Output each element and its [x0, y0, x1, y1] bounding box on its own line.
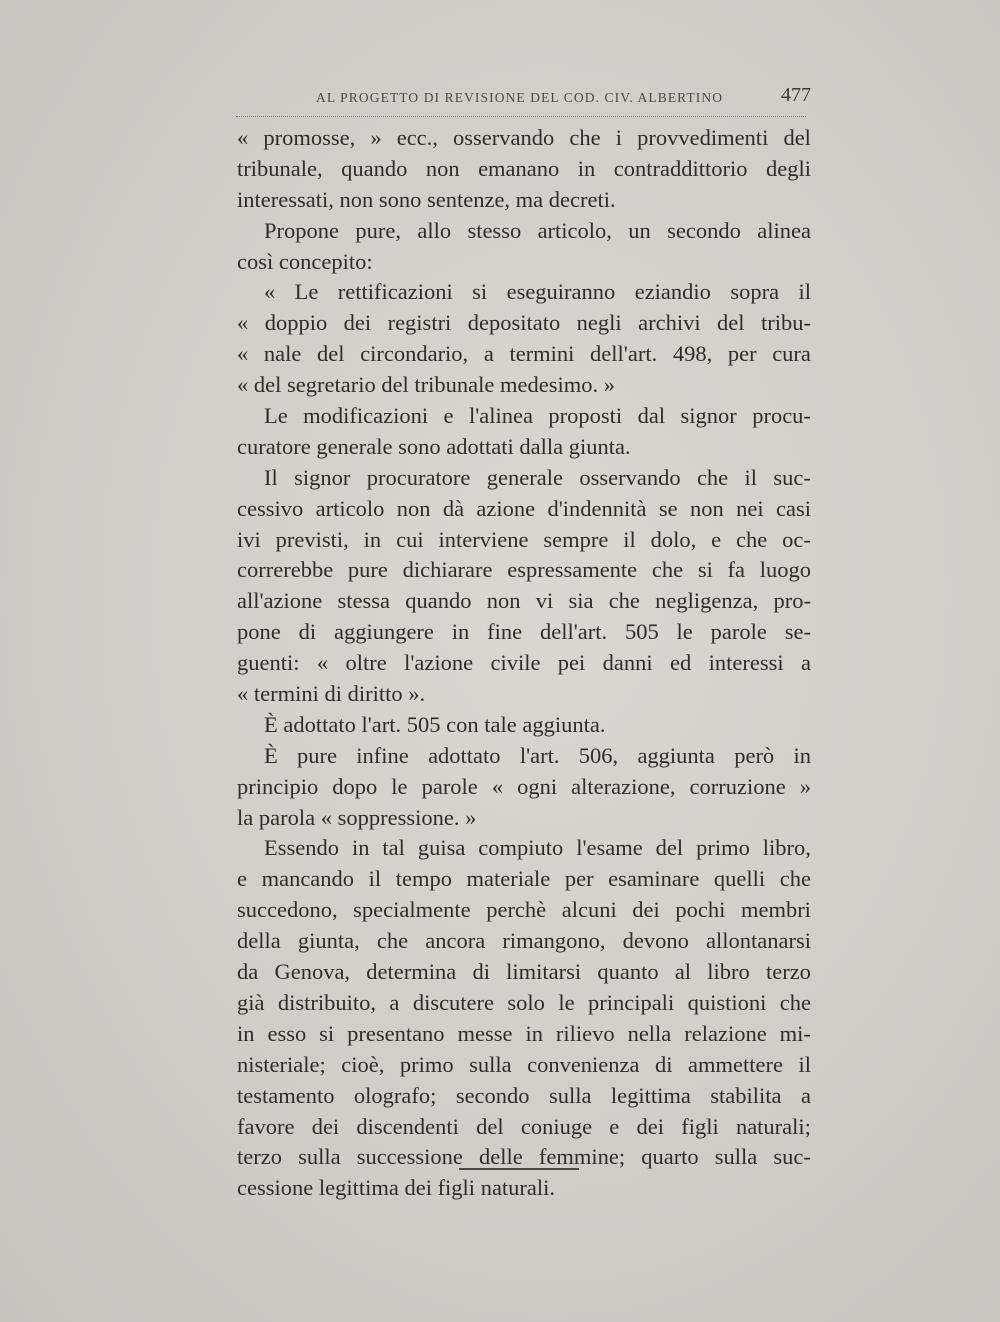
text-word: si — [472, 279, 488, 305]
text-word: suc- — [773, 464, 811, 490]
text-word: 505 — [624, 619, 659, 645]
text-word: guenti: — [237, 650, 300, 676]
text-word: stabilita — [710, 1082, 782, 1108]
text-word: convenienza — [527, 1051, 640, 1077]
text-word: dei — [636, 1113, 664, 1139]
text-word: emanano — [478, 155, 560, 181]
text-word: quelli — [713, 866, 766, 892]
text-word: È — [264, 742, 278, 768]
text-word: delle — [479, 1144, 523, 1170]
text-word: Genova, — [274, 959, 351, 985]
text-word: il — [798, 279, 811, 305]
text-word: casi — [775, 495, 811, 521]
text-word: correrebbe — [237, 557, 334, 583]
text-line — [237, 1081, 811, 1112]
text-word: tribunale, — [237, 155, 323, 181]
text-word: al — [674, 959, 692, 985]
text-word: di — [472, 959, 490, 985]
page-number: 477 — [781, 84, 811, 106]
text-word: fine — [487, 619, 523, 645]
text-word: le — [391, 773, 408, 799]
text-word: del — [316, 341, 345, 367]
text-word: il — [798, 1051, 811, 1077]
text-word: l'esame — [576, 835, 643, 861]
text-word: tempo — [395, 866, 452, 892]
text-word: allo — [417, 217, 452, 243]
text-word: quando — [341, 155, 408, 181]
text-word: il — [368, 866, 382, 892]
text-word: per — [564, 866, 594, 892]
text-word: figli — [681, 1113, 719, 1139]
text-word: non — [396, 495, 431, 521]
text-line: così concepito: — [237, 248, 373, 274]
text-word: mi- — [779, 1020, 811, 1046]
text-word: secondo — [455, 1082, 530, 1108]
text-word: « — [237, 310, 249, 336]
text-word: specialmente — [353, 897, 471, 923]
text-word: coniuge — [520, 1113, 593, 1139]
text-word: registri — [387, 310, 452, 336]
text-word: terzo — [765, 959, 811, 985]
text-word: fa — [727, 557, 746, 583]
text-word: tal — [382, 835, 405, 861]
text-word: articolo, — [537, 217, 612, 243]
text-word: dolo, — [650, 526, 697, 552]
text-line: la parola « soppressione. » — [237, 804, 477, 830]
text-word: compiuto — [478, 835, 564, 861]
text-word: si — [697, 557, 713, 583]
text-word: testamento — [237, 1082, 335, 1108]
text-word: per — [727, 341, 757, 367]
text-word: non — [690, 495, 724, 521]
text-word: parole — [710, 619, 767, 645]
text-line — [237, 277, 811, 308]
text-word: rettificazioni — [337, 279, 453, 305]
text-word: le — [676, 619, 693, 645]
text-word: devono — [622, 928, 689, 954]
text-word: dei — [632, 897, 660, 923]
text-word: 506, — [578, 742, 619, 768]
text-word: dei — [311, 1113, 340, 1139]
text-word: dopo — [332, 773, 378, 799]
text-word: quanto — [597, 959, 659, 985]
text-line — [237, 988, 811, 1019]
text-word: degli — [765, 155, 811, 181]
text-word: mancando — [261, 866, 355, 892]
text-word: pure — [297, 742, 338, 768]
text-word: solo — [507, 989, 545, 1015]
text-word: azione — [476, 495, 536, 521]
text-word: che — [736, 526, 768, 552]
text-word: aggiunta — [637, 742, 715, 768]
text-word: alterazione, — [571, 773, 676, 799]
text-word: espressamente — [507, 557, 638, 583]
text-word: interessi — [708, 650, 784, 676]
text-word: ogni — [517, 773, 558, 799]
text-line — [237, 555, 811, 586]
text-word: stessa — [337, 588, 390, 614]
text-word: limitarsi — [506, 959, 582, 985]
text-word: all'azione — [237, 588, 323, 614]
running-title: AL PROGETTO DI REVISIONE DEL COD. CIV. ALBERTINO — [316, 90, 724, 105]
text-word: esso — [267, 1020, 307, 1046]
text-word: sopra — [730, 279, 780, 305]
text-line — [237, 308, 811, 339]
text-word: da — [237, 959, 259, 985]
text-word: nella — [627, 1020, 672, 1046]
text-word: aggiungere — [333, 619, 434, 645]
text-word: relazione — [684, 1020, 767, 1046]
text-word: a — [800, 1082, 811, 1108]
text-word: in — [525, 1020, 543, 1046]
text-word: in — [793, 742, 811, 768]
text-word: principali — [587, 989, 675, 1015]
text-word: procu- — [752, 403, 811, 429]
text-word: suc- — [773, 1144, 811, 1170]
text-word: stesso — [467, 217, 522, 243]
text-word: 498, — [672, 341, 713, 367]
text-word: il — [744, 464, 758, 490]
header-rule — [236, 116, 806, 117]
text-word: terzo — [237, 1144, 282, 1170]
text-word: succedono, — [237, 897, 338, 923]
text-word: del — [476, 1113, 504, 1139]
text-word: negli — [576, 310, 622, 336]
text-word: nale — [263, 341, 302, 367]
text-word: guisa — [417, 835, 466, 861]
text-word: perchè — [486, 897, 547, 923]
text-word: dà — [442, 495, 465, 521]
text-word: l'azione — [404, 650, 474, 676]
text-word: in — [237, 1020, 255, 1046]
text-word: libro, — [762, 835, 811, 861]
text-line — [237, 895, 811, 926]
text-word: cioè, — [341, 1051, 385, 1077]
text-line — [237, 586, 811, 617]
text-word: circondario, — [360, 341, 469, 367]
text-word: le — [558, 989, 575, 1015]
text-word: « — [491, 773, 504, 799]
text-word: negligenza, — [655, 588, 759, 614]
text-word: pochi — [675, 897, 726, 923]
text-word: proposti — [548, 403, 623, 429]
text-word: « — [237, 125, 249, 150]
text-word: olografo; — [353, 1082, 437, 1108]
text-word: allontanarsi — [706, 928, 811, 954]
text-line — [237, 957, 811, 988]
text-word: cui — [396, 526, 424, 552]
text-word: parole — [421, 773, 478, 799]
text-word: del — [655, 835, 684, 861]
text-word: in — [451, 619, 470, 645]
text-word: signor — [680, 403, 737, 429]
end-rule — [459, 1168, 579, 1170]
page-header — [316, 86, 811, 116]
text-word: Propone — [264, 217, 339, 243]
text-word: depositato — [467, 310, 561, 336]
text-line — [237, 494, 811, 525]
text-word: nei — [736, 495, 764, 521]
text-word: ed — [670, 650, 692, 676]
text-word: modificazioni — [303, 403, 429, 429]
text-line — [237, 741, 811, 772]
body-text — [237, 123, 811, 1204]
text-word: dell'art. — [539, 619, 608, 645]
text-word: dei — [343, 310, 372, 336]
text-word: signor — [294, 464, 351, 490]
text-word: primo — [399, 1051, 454, 1077]
text-word: Le — [294, 279, 319, 305]
text-word: discutere — [412, 989, 495, 1015]
text-word: principio — [237, 773, 319, 799]
text-word: eseguiranno — [506, 279, 616, 305]
text-word: dichiarare — [402, 557, 493, 583]
text-line: È adottato l'art. 505 con tale aggiunta. — [264, 711, 606, 737]
text-word: che — [779, 866, 811, 892]
text-word: a — [389, 989, 400, 1015]
text-word: presentano — [347, 1020, 445, 1046]
text-line: curatore generale sono adottati dalla giunta. — [237, 433, 631, 459]
text-word: del — [717, 310, 745, 336]
text-line — [237, 926, 811, 957]
text-word: si — [319, 1020, 335, 1046]
text-word: cessivo — [237, 495, 304, 521]
text-line — [237, 648, 811, 679]
text-word: doppio — [264, 310, 328, 336]
text-word: quando — [405, 588, 472, 614]
text-word: esaminare — [608, 866, 700, 892]
text-word: a — [800, 650, 811, 676]
text-word: non — [486, 588, 521, 614]
text-word: già — [237, 989, 265, 1015]
text-word: e — [711, 526, 722, 552]
text-word: il — [623, 526, 636, 552]
text-word: l'alinea — [468, 403, 533, 429]
text-word: procuratore — [366, 464, 471, 490]
text-word: non — [425, 155, 460, 181]
text-word: » — [370, 125, 382, 150]
text-word: favore — [237, 1113, 295, 1139]
text-word: in — [363, 526, 382, 552]
text-word: oltre — [345, 650, 387, 676]
text-word: discendenti — [356, 1113, 459, 1139]
text-word: ancora — [425, 928, 486, 954]
text-word: corruzione — [689, 773, 786, 799]
text-word: contraddittorio — [613, 155, 748, 181]
text-word: civile — [490, 650, 541, 676]
text-word: interviene — [438, 526, 529, 552]
text-line: « del segretario del tribunale medesimo. » — [237, 372, 616, 398]
text-word: in — [351, 835, 370, 861]
text-word: « — [316, 650, 329, 676]
text-word: pei — [557, 650, 586, 676]
text-word: che — [376, 928, 409, 954]
text-word: che — [696, 464, 729, 490]
text-word: che — [651, 557, 684, 583]
text-line: interessati, non sono sentenze, ma decreti. — [237, 186, 616, 212]
text-word: previsti, — [275, 526, 349, 552]
text-word: cura — [772, 341, 811, 367]
text-line — [237, 123, 811, 154]
text-line — [237, 1050, 811, 1081]
text-word: quistioni — [687, 989, 767, 1015]
text-word: pone — [237, 619, 281, 645]
text-word: e — [443, 403, 454, 429]
text-word: del — [783, 125, 811, 150]
text-word: successione — [356, 1144, 463, 1170]
text-word: sia — [568, 588, 594, 614]
text-word: sempre — [543, 526, 609, 552]
text-word: articolo — [315, 495, 385, 521]
text-word: pro- — [773, 588, 811, 614]
text-word: determina — [366, 959, 457, 985]
text-word: sulla — [548, 1082, 592, 1108]
text-word: della — [237, 928, 281, 954]
text-word: distribuito, — [277, 989, 377, 1015]
text-word: dell'art. — [590, 341, 658, 367]
text-line — [237, 216, 811, 247]
text-word: libro — [707, 959, 750, 985]
text-word: se — [658, 495, 678, 521]
text-word: infine — [356, 742, 409, 768]
text-word: Il — [264, 464, 278, 490]
text-word: messe — [457, 1020, 513, 1046]
text-word: « — [237, 341, 249, 367]
text-line — [237, 525, 811, 556]
text-line — [237, 833, 811, 864]
text-word: i — [615, 125, 622, 150]
text-word: in — [577, 155, 596, 181]
text-word: sulla — [298, 1144, 341, 1170]
text-line: cessione legittima dei figli naturali. — [237, 1175, 556, 1201]
text-word: adottato — [428, 742, 501, 768]
text-word: e — [237, 866, 247, 892]
text-word: l'art. — [519, 742, 560, 768]
text-line — [237, 772, 811, 803]
text-line — [237, 1112, 811, 1143]
text-line — [237, 401, 811, 432]
text-word: eziandio — [634, 279, 711, 305]
text-word: secondo — [667, 217, 741, 243]
text-word: e — [609, 1113, 620, 1139]
text-word: Le — [264, 403, 288, 429]
text-word: nisteriale; — [237, 1051, 326, 1077]
text-word: femmine; — [538, 1144, 626, 1170]
text-word: pure, — [355, 217, 401, 243]
text-word: primo — [696, 835, 750, 861]
text-word: un — [628, 217, 651, 243]
text-line — [237, 339, 811, 370]
text-word: pure — [347, 557, 388, 583]
text-word: generale — [486, 464, 563, 490]
text-line — [237, 617, 811, 648]
text-word: naturali; — [735, 1113, 811, 1139]
text-word: quarto — [641, 1144, 699, 1170]
text-word: che — [569, 125, 601, 150]
text-word: se- — [784, 619, 811, 645]
text-line — [237, 864, 811, 895]
text-word: di — [655, 1051, 673, 1077]
text-word: però — [734, 742, 775, 768]
text-word: oc- — [782, 526, 811, 552]
text-word: giunta, — [297, 928, 360, 954]
text-word: legittima — [610, 1082, 691, 1108]
text-line — [237, 154, 811, 185]
text-word: rimangono, — [502, 928, 606, 954]
text-word: promosse, — [263, 125, 356, 150]
text-word: alcuni — [561, 897, 617, 923]
text-word: sulla — [469, 1051, 512, 1077]
text-word: provvedimenti — [637, 125, 769, 150]
text-word: membri — [740, 897, 811, 923]
text-word: « — [264, 279, 276, 305]
text-word: tribu- — [760, 310, 811, 336]
text-word: che — [608, 588, 640, 614]
text-line: « termini di diritto ». — [237, 681, 426, 707]
text-word: di — [298, 619, 317, 645]
text-word: materiale — [466, 866, 551, 892]
text-word: Essendo — [264, 835, 339, 861]
text-word: termini — [509, 341, 575, 367]
text-word: d'indennità — [547, 495, 647, 521]
text-word: danni — [602, 650, 653, 676]
text-word: » — [799, 773, 811, 799]
text-word: vi — [535, 588, 554, 614]
text-word: ecc., — [396, 125, 438, 150]
text-word: dal — [637, 403, 666, 429]
text-word: sulla — [714, 1144, 758, 1170]
text-word: osservando — [453, 125, 555, 150]
text-word: archivi — [638, 310, 701, 336]
text-word: ammettere — [688, 1051, 783, 1077]
text-word: a — [483, 341, 494, 367]
text-word: osservando — [579, 464, 681, 490]
text-line — [237, 463, 811, 494]
text-word: che — [779, 989, 811, 1015]
text-line — [237, 1019, 811, 1050]
text-word: alinea — [757, 217, 811, 243]
text-word: luogo — [759, 557, 811, 583]
text-word: rilievo — [555, 1020, 615, 1046]
text-word: ivi — [237, 526, 261, 552]
